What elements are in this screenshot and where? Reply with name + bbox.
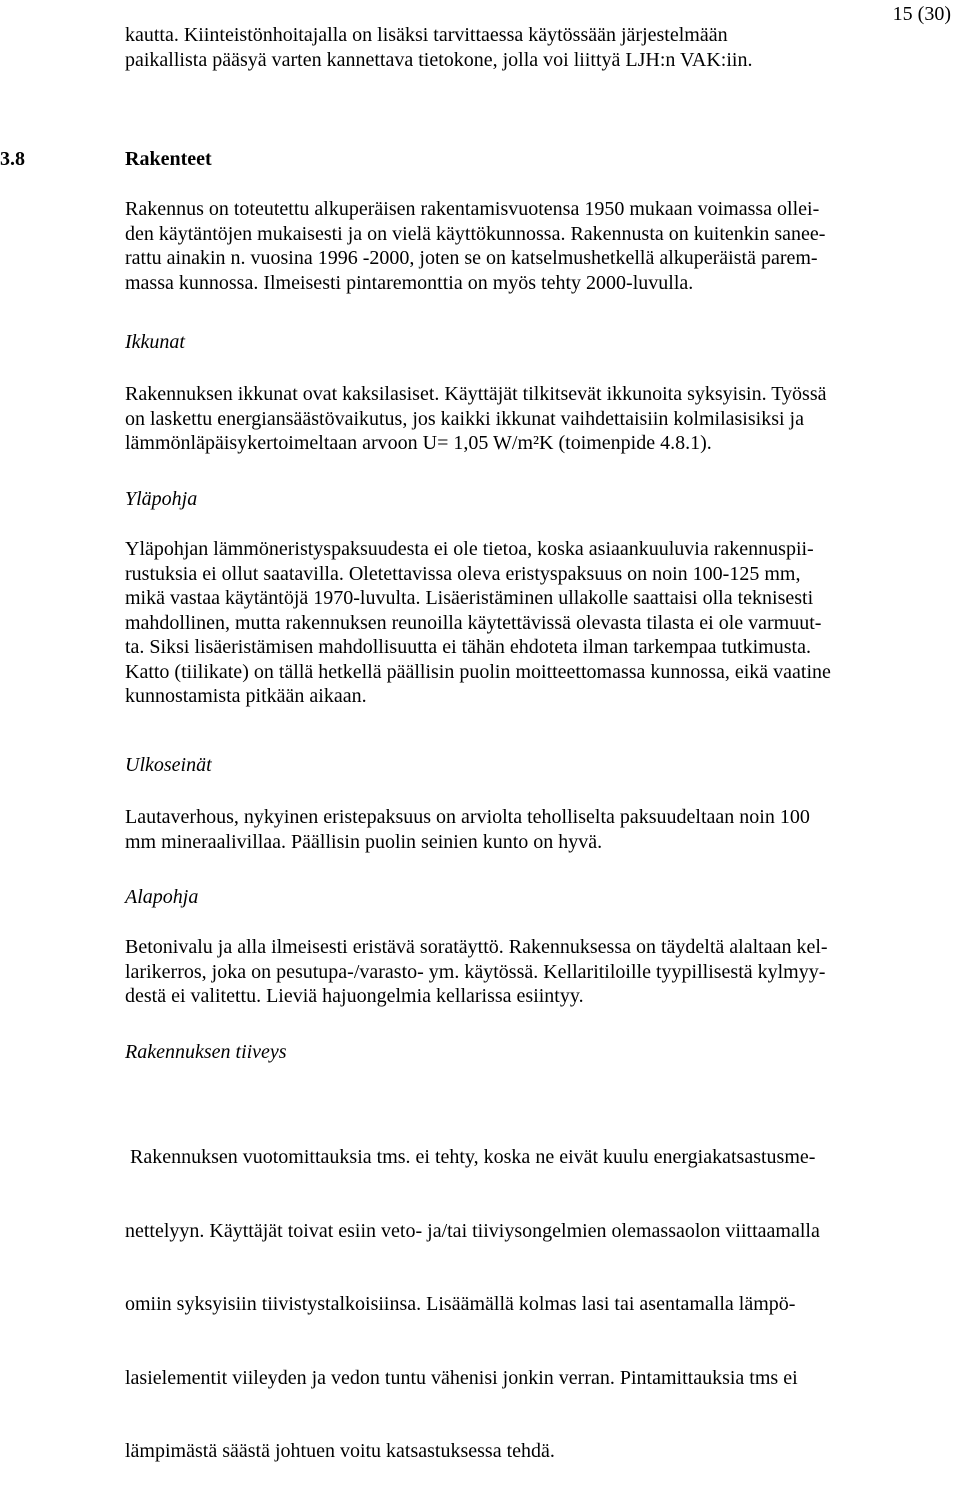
paragraph-line: lasielementit viileyden ja vedon tuntu vähenisi jonkin verran. Pintamittauksia tms ei — [125, 1366, 798, 1389]
paragraph-line: lämpimästä säästä johtuen voitu katsastuksessa tehdä. — [125, 1440, 555, 1462]
paragraph-line: kunnostamista pitkään aikaan. — [125, 685, 367, 707]
paragraph-line: Rakennus on toteutettu alkuperäisen rakentamisvuotensa 1950 mukaan voimassa ollei- — [125, 198, 820, 220]
paragraph-ylapohja — [125, 537, 943, 709]
paragraph-line: mahdollinen, mutta rakennuksen reunoilla käytettävissä olevasta tilasta ei ole varmuut- — [125, 611, 822, 634]
paragraph-line: nettelyyn. Käyttäjät toivat esiin veto- ja/tai tiiviysongelmien olemassaolon viittaamalla — [125, 1219, 820, 1242]
paragraph-rakennuksen-tiiveys — [125, 1096, 943, 1488]
paragraph-line: den käytäntöjen mukaisesti ja on vielä käyttökunnossa. Rakennusta on kuitenkin sanee- — [125, 222, 826, 245]
subheading-rakennuksen-tiiveys: Rakennuksen tiiveys — [125, 1041, 287, 1063]
paragraph-line: destä ei valitettu. Lieviä hajuongelmia kellarissa esiintyy. — [125, 985, 584, 1007]
paragraph-line: Katto (tiilikate) on tällä hetkellä päällisin puolin moitteettomassa kunnossa, eikä vaatine — [125, 660, 831, 683]
paragraph-line: Rakennuksen ikkunat ovat kaksilasiset. Käyttäjät tilkitsevät ikkunoita syksyisin. Työssä — [125, 383, 827, 405]
page-number: 15 (30) — [892, 3, 951, 25]
paragraph-line: mikä vastaa käytäntöjä 1970-luvulta. Lisäeristäminen ullakolle saattaisi olla teknisesti — [125, 587, 814, 609]
paragraph-ulkoseinat — [125, 805, 943, 854]
paragraph-line: omiin syksyisiin tiivistystalkoisiinsa. Lisäämällä kolmas lasi tai asentamalla lämpö- — [125, 1293, 796, 1315]
paragraph-line: ta. Siksi lisäeristämisen mahdollisuutta ei tähän ehdoteta ilman tarkempaa tutkimusta. — [125, 636, 811, 658]
subheading-alapohja: Alapohja — [125, 886, 199, 908]
subheading-ulkoseinat: Ulkoseinät — [125, 754, 212, 776]
paragraph-line: rattu ainakin n. vuosina 1996 -2000, joten se on katselmushetkellä alkuperäistä parem- — [125, 247, 818, 269]
paragraph-line: lämmönläpäisykertoimeltaan arvoon U= 1,05 W/m²K (toimenpide 4.8.1). — [125, 432, 712, 454]
paragraph-ikkunat — [125, 382, 943, 456]
subheading-ikkunat: Ikkunat — [125, 331, 185, 353]
section-title: Rakenteet — [125, 148, 212, 170]
paragraph-line: paikallista pääsyä varten kannettava tietokone, jolla voi liittyä LJH:n VAK:iin. — [125, 48, 753, 71]
paragraph-line: Betonivalu ja alla ilmeisesti eristävä soratäyttö. Rakennuksessa on täydeltä alaltaan kel- — [125, 936, 828, 958]
intro-paragraph — [125, 23, 943, 72]
section-number: 3.8 — [0, 148, 25, 170]
paragraph-line: massa kunnossa. Ilmeisesti pintaremonttia on myös tehty 2000-luvulla. — [125, 271, 694, 294]
paragraph-line: Rakennuksen vuotomittauksia tms. ei tehty, koska ne eivät kuulu energiakatsastusme- — [125, 1146, 816, 1168]
paragraph-line: on laskettu energiansäästövaikutus, jos kaikki ikkunat vaihdettaisiin kolmilasisiksi ja — [125, 407, 804, 430]
paragraph-alapohja — [125, 935, 943, 1009]
paragraph-line: kautta. Kiinteistönhoitajalla on lisäksi tarvittaessa käytössään järjestelmään — [125, 24, 728, 46]
paragraph-line: rustuksia ei ollut saatavilla. Oletettavissa oleva eristyspaksuus on noin 100-125 mm, — [125, 562, 801, 585]
paragraph-line: Lautaverhous, nykyinen eristepaksuus on arviolta teholliselta paksuudeltaan noin 100 — [125, 806, 810, 828]
paragraph-line: larikerros, joka on pesutupa-/varasto- ym. käytössä. Kellaritiloille tyypillisestä kylmyy- — [125, 960, 826, 983]
subheading-ylapohja: Yläpohja — [125, 488, 198, 510]
paragraph-line: mm mineraalivillaa. Päällisin puolin seinien kunto on hyvä. — [125, 830, 603, 853]
paragraph-line: Yläpohjan lämmöneristyspaksuudesta ei ole tietoa, koska asiaankuuluvia rakennuspii- — [125, 538, 814, 560]
section-intro-paragraph — [125, 197, 943, 295]
